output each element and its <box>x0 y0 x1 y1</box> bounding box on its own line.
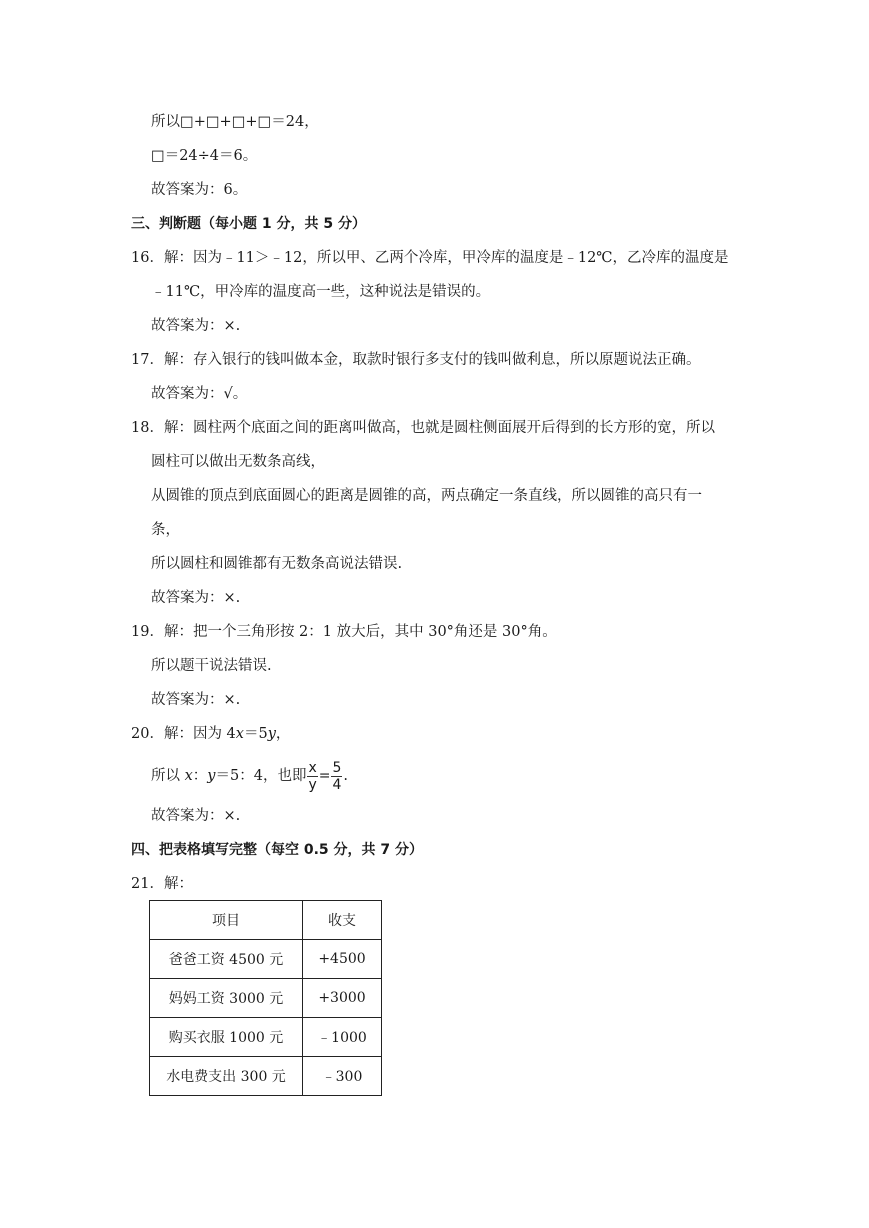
table-cell: 爸爸工资 4500 元 <box>150 940 303 979</box>
text: ＝5 <box>243 726 268 742</box>
question-18-line: 18．解：圆柱两个底面之间的距离叫做高，也就是圆柱侧面展开后得到的长方形的宽，所以 <box>131 420 715 436</box>
table-cell: 购买衣服 1000 元 <box>150 1018 303 1057</box>
question-21-line: 21．解： <box>131 876 193 892</box>
table-row <box>150 1018 382 1057</box>
question-20-answer: 故答案为：×. <box>151 808 241 824</box>
question-18-line: 所以圆柱和圆锥都有无数条高说法错误. <box>151 556 403 572</box>
table-header: 收支 <box>303 901 382 940</box>
variable-x: x <box>184 768 193 784</box>
question-19-line: 所以题干说法错误. <box>151 658 272 674</box>
table-row <box>150 979 382 1018</box>
table-cell: 妈妈工资 3000 元 <box>150 979 303 1018</box>
question-16-line: 16．解：因为﹣11＞﹣12，所以甲、乙两个冷库，甲冷库的温度是﹣12℃，乙冷库的温度是 <box>131 250 729 266</box>
fraction-5-over-4 <box>331 760 342 793</box>
text: ： <box>192 768 208 784</box>
section-heading: 四、把表格填写完整（每空 0.5 分，共 7 分） <box>131 842 424 858</box>
table-cell: +4500 <box>303 940 382 979</box>
fraction-numerator: 5 <box>332 759 342 776</box>
question-16-line: ﹣11℃，甲冷库的温度高一些，这种说法是错误的。 <box>151 284 491 300</box>
question-19-answer: 故答案为：×. <box>151 692 241 708</box>
text: ＝5：4，也即 <box>215 768 307 784</box>
fraction-denominator: 4 <box>332 776 342 793</box>
question-20-line <box>131 724 290 744</box>
question-18-answer: 故答案为：×. <box>151 590 241 606</box>
fraction-x-over-y <box>307 760 317 793</box>
answer-line: □＝24÷4＝6。 <box>151 148 258 164</box>
variable-x: x <box>235 726 244 742</box>
text: ， <box>275 726 291 742</box>
question-18-line: 条， <box>151 522 180 538</box>
text: . <box>343 768 349 784</box>
fraction-denominator: y <box>308 776 317 793</box>
fraction-numerator: x <box>308 759 317 776</box>
answer-line: 故答案为：6。 <box>151 182 248 198</box>
table-row <box>150 940 382 979</box>
text: 所以 <box>151 768 185 784</box>
income-expense-table <box>149 900 382 1096</box>
question-17-answer: 故答案为：√。 <box>151 386 248 402</box>
section-heading: 三、判断题（每小题 1 分，共 5 分） <box>131 216 366 232</box>
variable-y: y <box>207 768 216 784</box>
equals-sign: = <box>318 768 331 784</box>
table-cell: ﹣300 <box>303 1057 382 1096</box>
table-cell: ﹣1000 <box>303 1018 382 1057</box>
answer-line: 所以□+□+□+□＝24， <box>151 114 319 130</box>
question-17-line: 17．解：存入银行的钱叫做本金，取款时银行多支付的钱叫做利息，所以原题说法正确。 <box>131 352 701 368</box>
table-cell: 水电费支出 300 元 <box>150 1057 303 1096</box>
table-cell: +3000 <box>303 979 382 1018</box>
question-18-line: 圆柱可以做出无数条高线， <box>151 454 325 470</box>
question-16-answer: 故答案为：×. <box>151 318 241 334</box>
table-row <box>150 1057 382 1096</box>
question-19-line: 19．解：把一个三角形按 2：1 放大后，其中 30°角还是 30°角。 <box>131 624 557 640</box>
text: 20．解：因为 4 <box>131 726 236 742</box>
variable-y: y <box>267 726 276 742</box>
table-header-row <box>150 901 382 940</box>
table-header: 项目 <box>150 901 303 940</box>
question-20-line <box>151 758 348 794</box>
question-18-line: 从圆锥的顶点到底面圆心的距离是圆锥的高，两点确定一条直线，所以圆锥的高只有一 <box>151 488 702 504</box>
